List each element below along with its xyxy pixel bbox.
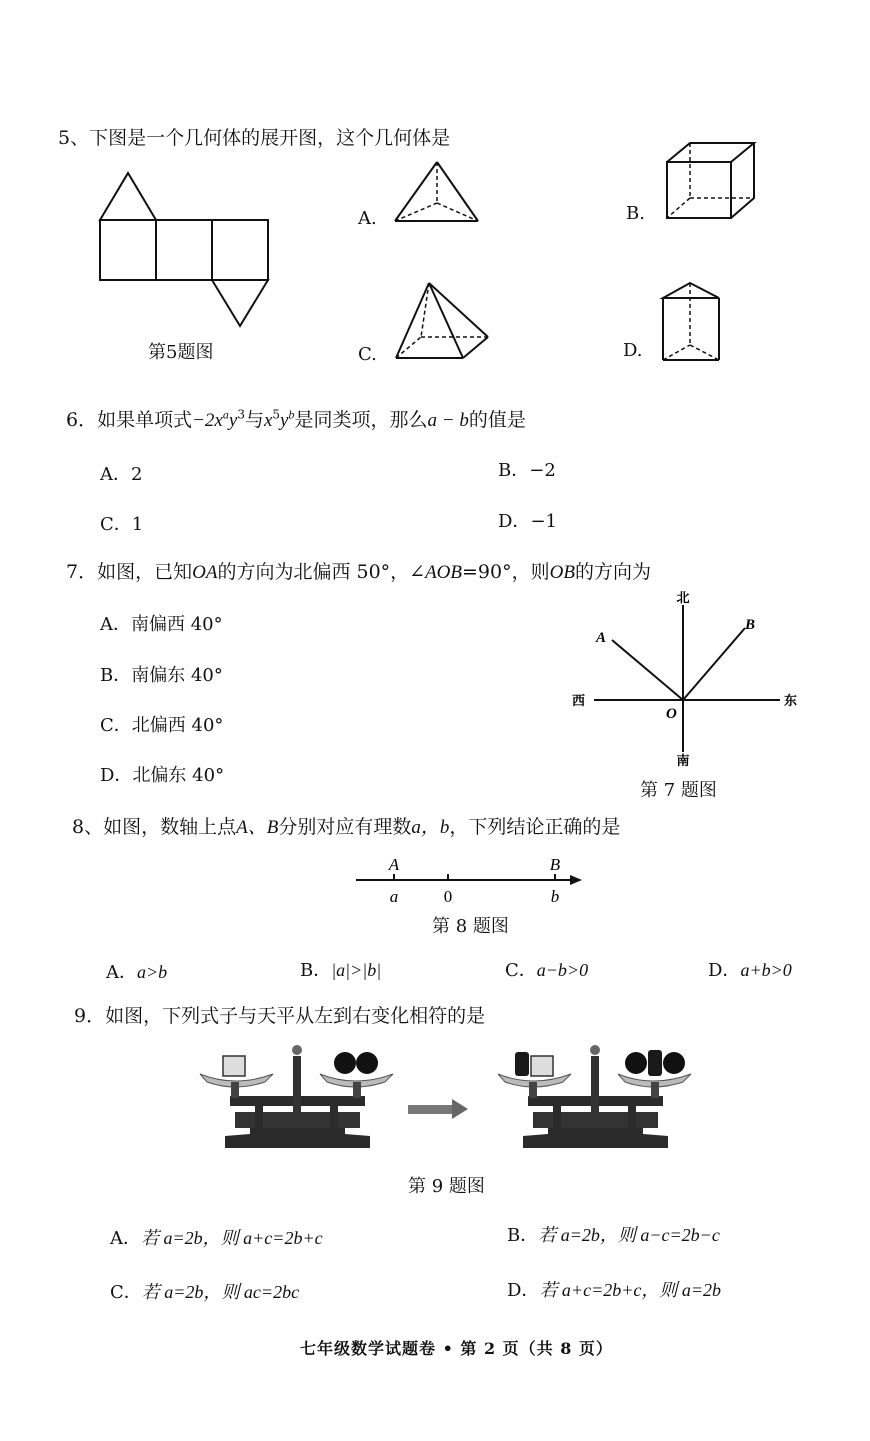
q8-option-d: D．a+b>0 (708, 960, 792, 981)
q8-option-c: C．a−b>0 (505, 960, 589, 981)
q6-monomial-2-x: x (263, 410, 273, 431)
q7-option-a: A．南偏西 40° (100, 614, 223, 635)
q7-ray-oa (612, 640, 683, 700)
q5-pyramid-figure (393, 280, 493, 362)
q5-tetrahedron-figure (392, 157, 482, 227)
q5-net-figure (95, 168, 275, 328)
q6-text-pre: 如果单项式 (97, 409, 193, 431)
q9-option-c: C．若 a=2b，则 ac=2bc (110, 1282, 300, 1303)
q8-value-a: a (389, 887, 399, 906)
q6-text-mid: 与 (244, 409, 264, 431)
page-footer: 七年级数学试题卷 • 第 2 页（共 8 页） (300, 1339, 613, 1358)
q6-text-post1: 是同类项，那么 (294, 409, 428, 431)
q7-label-south: 南 (676, 754, 690, 769)
q9-option-b: B．若 a=2b，则 a−c=2b−c (507, 1225, 720, 1246)
q9-option-d: D．若 a+c=2b+c，则 a=2b (507, 1280, 722, 1301)
q6-exp-a: a (222, 407, 229, 422)
q5-option-c-label: C. (358, 344, 377, 365)
q6-monomial-1-y: y (228, 410, 238, 431)
q6-expr: a − b (427, 410, 469, 431)
q8-point-a-label: A (388, 855, 400, 874)
q8-option-b: B．|a|>|b| (300, 960, 382, 981)
q9-stem: 9．如图，下列式子与天平从左到右变化相符的是 (74, 1005, 486, 1027)
q7-label-north: 北 (676, 591, 690, 606)
q9-right-cylinder-right (648, 1050, 662, 1076)
q6-exp-b: b (288, 407, 295, 422)
q5-stem: 5、下图是一个几何体的展开图，这个几何体是 (58, 127, 451, 149)
q5-caption: 第5题图 (148, 342, 214, 363)
q9-balance-left (195, 1036, 400, 1164)
q7-option-c: C．北偏西 40° (100, 715, 224, 736)
q9-left-ball-1 (334, 1052, 356, 1074)
q8-stem: 8、如图，数轴上点A、B分别对应有理数a，b，下列结论正确的是 (72, 816, 621, 838)
q8-option-a: A．a>b (106, 962, 168, 983)
q9-right-ball-1 (625, 1052, 647, 1074)
q7-label-o: O (666, 706, 677, 722)
q8-number-line (350, 850, 590, 910)
q5-option-d-label: D. (623, 340, 643, 361)
q6-option-d: D．−1 (498, 511, 557, 532)
q7-caption: 第 7 题图 (640, 780, 717, 801)
q7-compass-figure (560, 590, 810, 770)
q8-value-b: b (550, 887, 560, 906)
q9-balance-right (493, 1036, 698, 1164)
q5-option-a-label: A. (358, 208, 377, 229)
q6-option-b: B．−2 (498, 460, 556, 481)
q6-exp-3: 3 (237, 407, 245, 422)
q5-option-b-label: B. (626, 203, 645, 224)
q6-stem (66, 405, 526, 432)
q9-arrow-icon (408, 1098, 470, 1120)
q7-label-b: B (745, 617, 756, 633)
q5-cube-figure (664, 140, 759, 222)
q9-right-cube (531, 1056, 553, 1076)
q5-prism-figure (660, 280, 725, 365)
q7-ray-ob (683, 628, 745, 700)
q8-caption: 第 8 题图 (432, 916, 509, 937)
q9-right-ball-2 (663, 1052, 685, 1074)
q6-monomial-1: −2x (192, 410, 223, 431)
q9-right-cylinder-left (515, 1052, 529, 1076)
q7-label-a: A (596, 630, 607, 646)
q6-option-c: C．1 (100, 514, 144, 535)
q7-stem: 7．如图，已知OA的方向为北偏西 50°，∠AOB=90°，则OB的方向为 (66, 561, 651, 583)
q9-option-a: A．若 a=2b，则 a+c=2b+c (110, 1228, 323, 1249)
q6-text-post2: 的值是 (468, 409, 526, 431)
q6-option-a: A．2 (100, 464, 143, 485)
q6-number: 6． (66, 409, 98, 431)
q6-exp-5: 5 (272, 407, 281, 422)
q7-label-east: 东 (784, 694, 798, 709)
q9-caption: 第 9 题图 (408, 1176, 485, 1197)
q7-label-west: 西 (572, 694, 586, 709)
q6-monomial-2-y: y (280, 410, 289, 431)
q8-value-zero: 0 (443, 887, 453, 906)
q9-left-ball-2 (356, 1052, 378, 1074)
q7-option-b: B．南偏东 40° (100, 665, 223, 686)
q9-left-cube (223, 1056, 245, 1076)
q7-option-d: D．北偏东 40° (100, 765, 225, 786)
q8-point-b-label: B (549, 855, 561, 874)
